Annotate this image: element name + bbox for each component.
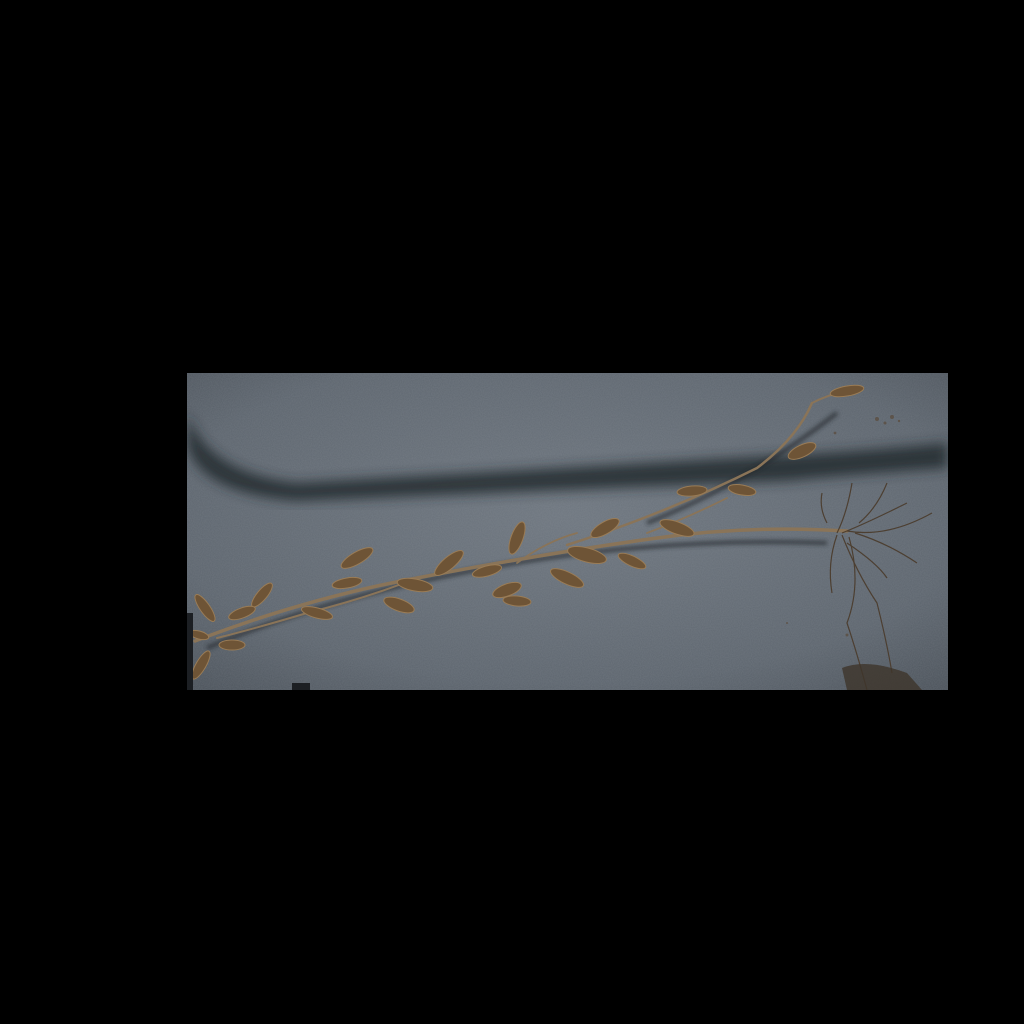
bottom-object [292, 683, 310, 690]
left-edge-shadow [187, 613, 193, 690]
plant-photo-graphic [187, 373, 948, 690]
plant-photo [187, 373, 948, 690]
